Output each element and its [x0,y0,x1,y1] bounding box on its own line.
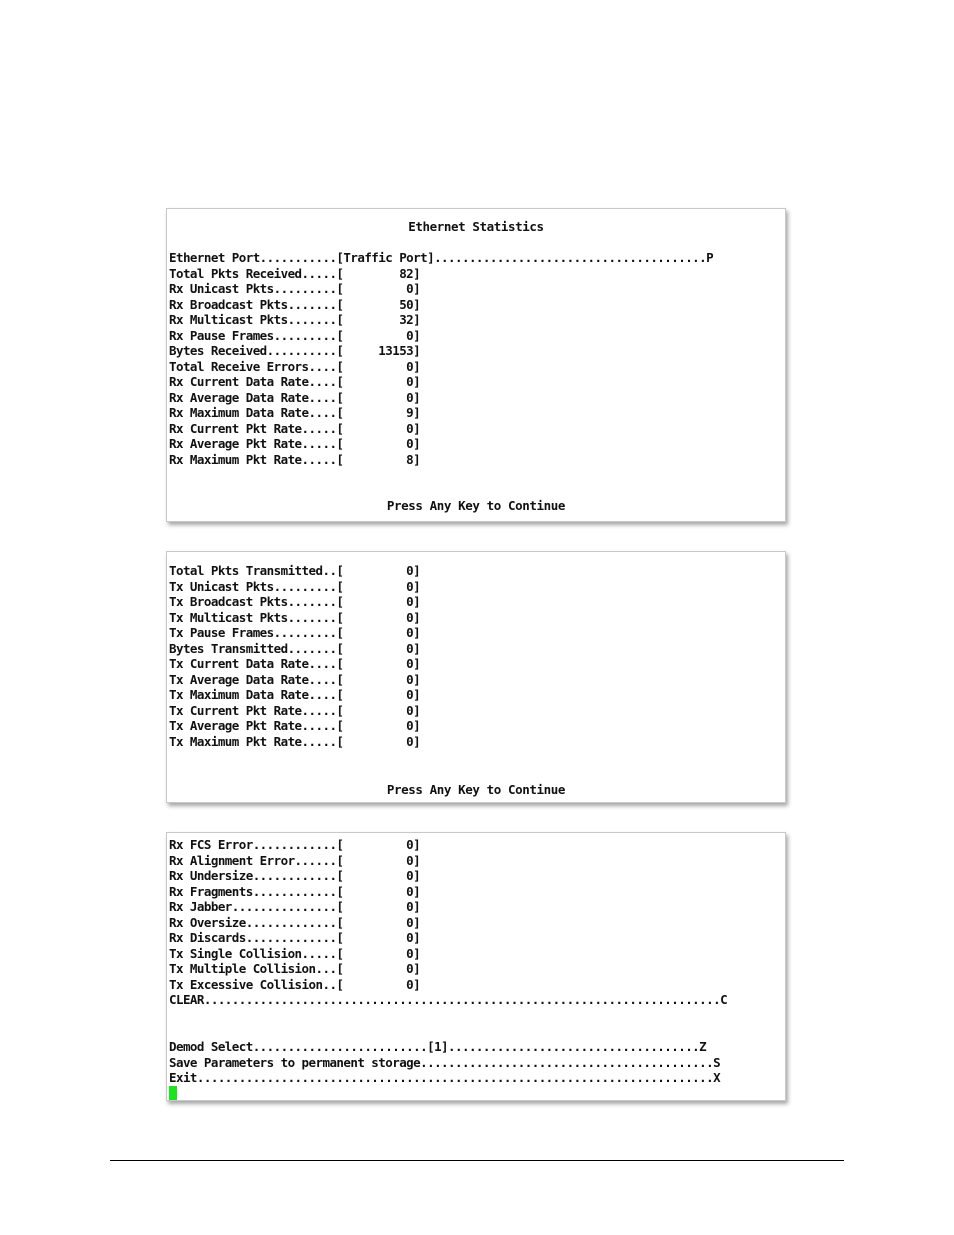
stat-row: Bytes Transmitted.......[ 0] [169,640,421,656]
stat-row: Rx Maximum Pkt Rate.....[ 8] [169,451,421,467]
stat-row: Tx Current Pkt Rate.....[ 0] [169,702,421,718]
terminal-cursor [169,1086,177,1100]
stat-row: Tx Maximum Pkt Rate.....[ 0] [169,733,421,749]
stat-row: Rx Jabber...............[ 0] [169,899,421,914]
stat-row: Tx Average Pkt Rate.....[ 0] [169,718,421,733]
stat-row: Rx Current Data Rate....[ 0] [169,374,421,389]
menu-item-exit[interactable]: Exit..........................................................................X [169,1070,721,1085]
stat-row: Rx Discards.............[ 0] [169,930,421,945]
stat-row: Tx Excessive Collision..[ 0] [169,976,421,992]
terminal-panel-tx-stats [166,551,786,803]
menu-item-clear[interactable]: CLEAR..........................................................................C [169,992,728,1007]
stat-row: Tx Current Data Rate....[ 0] [169,656,421,671]
stat-row: Rx Current Pkt Rate.....[ 0] [169,420,421,436]
stat-row: Tx Multiple Collision...[ 0] [169,961,421,976]
stat-row: Rx Undersize............[ 0] [169,868,421,883]
stat-row: Tx Unicast Pkts.........[ 0] [169,578,421,594]
stat-row: Tx Multicast Pkts.......[ 0] [169,609,421,625]
menu-item-save-parameters[interactable]: Save Parameters to permanent storage..........................................S [169,1054,721,1070]
stat-row: Total Pkts Transmitted..[ 0] [169,563,421,578]
panel-title: Ethernet Statistics [408,219,544,234]
stat-row: Tx Maximum Data Rate....[ 0] [169,687,421,702]
continue-prompt[interactable]: Press Any Key to Continue [386,782,566,797]
stat-row: Rx Fragments............[ 0] [169,883,421,899]
stat-row: Bytes Received..........[ 13153] [169,343,421,358]
stat-row: Tx Single Collision.....[ 0] [169,945,421,961]
stat-row: Rx Average Pkt Rate.....[ 0] [169,436,421,451]
menu-item-ethernet-port[interactable]: Ethernet Port...........[Traffic Port].......................................P [169,250,714,265]
stat-row: Rx Oversize.............[ 0] [169,914,421,930]
stat-row: Tx Pause Frames.........[ 0] [169,625,421,640]
stat-row: Tx Average Data Rate....[ 0] [169,671,421,687]
terminal-panel-error-stats [166,832,786,1101]
stat-row: Total Pkts Received.....[ 82] [169,265,421,281]
stat-row: Rx Maximum Data Rate....[ 9] [169,405,421,420]
stat-row: Rx Multicast Pkts.......[ 32] [169,312,421,327]
footer-divider [110,1160,844,1161]
menu-item-demod-select[interactable]: Demod Select.........................[1]....................................Z [169,1039,707,1054]
continue-prompt[interactable]: Press Any Key to Continue [386,498,566,513]
stat-row: Rx Alignment Error......[ 0] [169,852,421,868]
stat-row: Rx Unicast Pkts.........[ 0] [169,281,421,296]
stat-row: Rx Average Data Rate....[ 0] [169,389,421,405]
stat-row: Rx Broadcast Pkts.......[ 50] [169,296,421,312]
stat-row: Tx Broadcast Pkts.......[ 0] [169,594,421,609]
terminal-panel-rx-stats [166,208,786,522]
stat-row: Total Receive Errors....[ 0] [169,358,421,374]
stat-row: Rx FCS Error............[ 0] [169,837,421,852]
stat-row: Rx Pause Frames.........[ 0] [169,327,421,343]
